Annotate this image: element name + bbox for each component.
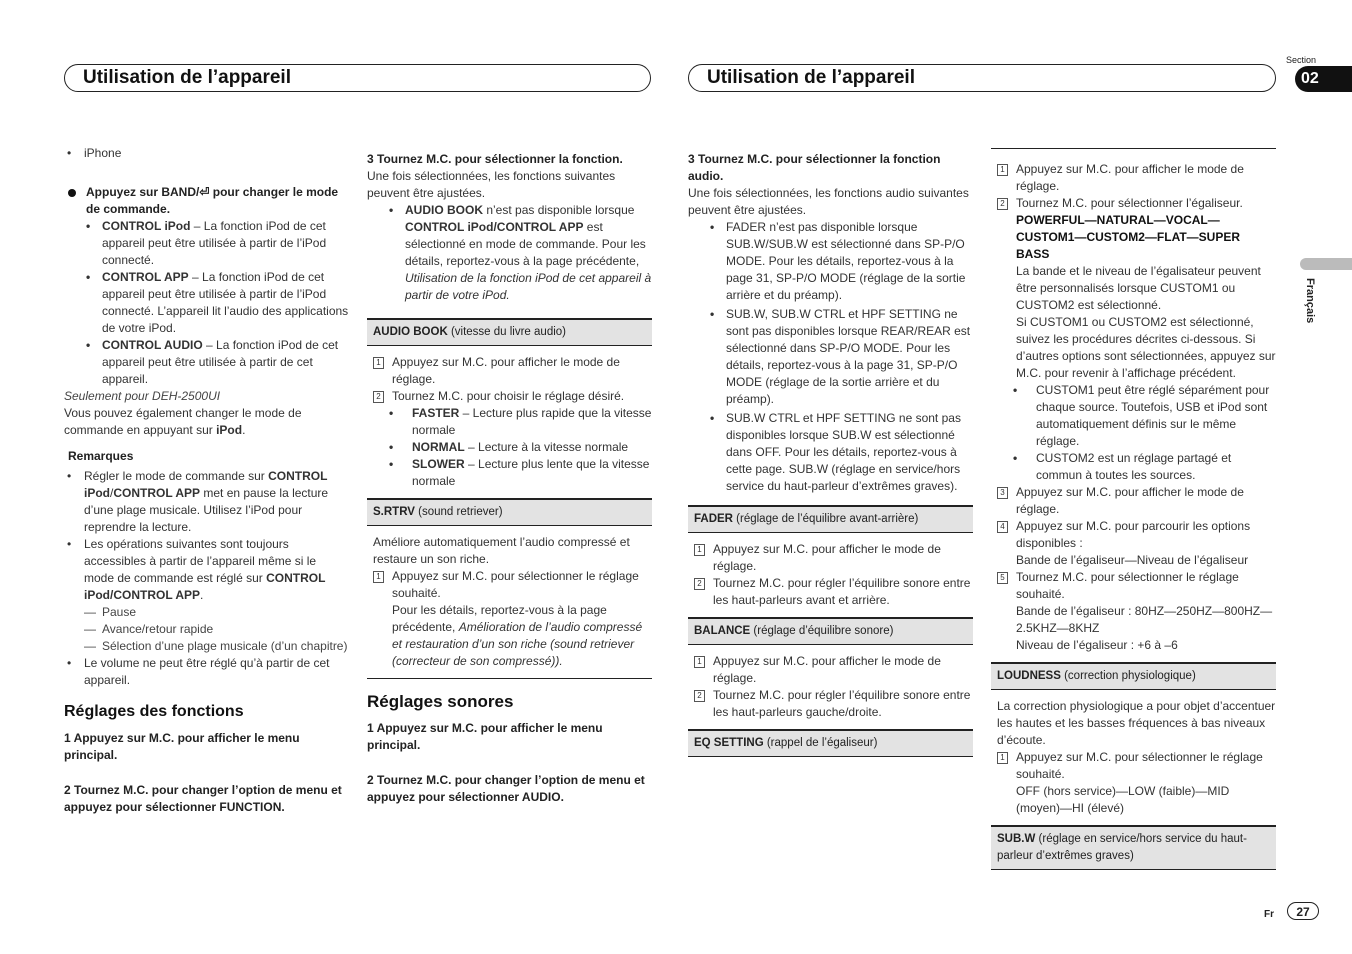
list-item: • SUB.W CTRL et HPF SETTING ne sont pas disponibles lorsque SUB.W est sélectionné dans OFF. Pour les détails, reportez-vous à cette page. SUB.W (réglage en service/hors service du haut-parleur d’extrêmes graves). — [688, 410, 973, 495]
step: 2 Tournez M.C. pour changer l’option de menu et appuyez pour sélectionner FUNCTION. — [64, 783, 342, 814]
list-item: • FASTER – Lecture plus rapide que la vitesse normale — [367, 405, 652, 439]
list-item: • SLOWER – Lecture plus lente que la vitesse normale — [367, 456, 652, 490]
list-item: • Le volume ne peut être réglé qu’à partir de cet appareil. — [64, 655, 349, 689]
paragraph: Bande de l’égaliseur—Niveau de l’égaliseur — [1016, 553, 1249, 567]
paragraph: OFF (hors service)—LOW (faible)—MID (moyen)—HI (élevé) — [1016, 784, 1230, 815]
table-header: EQ SETTING (rappel de l’égaliseur) — [688, 729, 973, 757]
table-header: AUDIO BOOK (vitesse du livre audio) — [367, 318, 652, 346]
table-header: BALANCE (réglage d’équilibre sonore) — [688, 617, 973, 645]
step: 1 Appuyez sur M.C. pour afficher le menu principal. — [64, 731, 300, 762]
numbered-step: 1 Appuyez sur M.C. pour afficher le mode de réglage. — [688, 541, 973, 575]
right-page-title: Utilisation de l’appareil — [707, 67, 915, 88]
left-page-header — [64, 64, 651, 92]
numbered-step: 2 Tournez M.C. pour sélectionner l’égaliseur. — [991, 195, 1276, 212]
numbered-step: 3 Appuyez sur M.C. pour afficher le mode de réglage. — [991, 484, 1276, 518]
column-3 — [688, 145, 973, 765]
numbered-step: 1 Appuyez sur M.C. pour afficher le mode de réglage. — [688, 653, 973, 687]
paragraph: Une fois sélectionnées, les fonctions audio suivantes peuvent être ajustées. — [688, 186, 969, 217]
list-item: • CONTROL APP – La fonction iPod de cet appareil peut être utilisée à partir de l’iPod connecté. L’appareil lit l’audio des applications de votre iPod. — [64, 269, 349, 337]
numbered-step: 2 Tournez M.C. pour régler l’équilibre sonore entre les haut-parleurs avant et arrière. — [688, 575, 973, 609]
left-page-title: Utilisation de l’appareil — [83, 67, 291, 88]
list-item: — Avance/retour rapide — [64, 621, 349, 638]
numbered-step: 1 Appuyez sur M.C. pour sélectionner le réglage souhaité. — [367, 568, 652, 602]
list-item: • iPhone — [64, 145, 349, 162]
section-heading: Réglages des fonctions — [64, 703, 244, 720]
paragraph: Vous pouvez également changer le mode de commande en appuyant sur iPod. — [64, 406, 302, 437]
list-item: • NORMAL – Lecture à la vitesse normale — [367, 439, 652, 456]
numbered-step: 1 Appuyez sur M.C. pour afficher le mode de réglage. — [991, 161, 1276, 195]
model-note: Seulement pour DEH-2500UI — [64, 389, 221, 403]
paragraph: Si CUSTOM1 ou CUSTOM2 est sélectionné, suivez les procédures décrites ci-dessous. Si d’autres options sont sélectionnées, appuyez sur M.C. pour revenir à l’affichage précédent. — [1016, 315, 1276, 380]
paragraph: Pour les détails, reportez-vous à la page précédente, Amélioration de l’audio compressé et restauration d’un son riche (sound retriever (correcteur de son compressé)). — [392, 603, 643, 668]
step: 1 Appuyez sur M.C. pour afficher le menu principal. — [367, 721, 603, 752]
list-item: • AUDIO BOOK n’est pas disponible lorsque CONTROL iPod/CONTROL APP est sélectionné en mode de commande. Pour les détails, reportez-vous à la page précédente, Utilisation de la fonction iPod de cet appareil à partir de votre iPod. — [367, 202, 652, 304]
numbered-step: 2 Tournez M.C. pour régler l’équilibre sonore entre les haut-parleurs gauche/droite. — [688, 687, 973, 721]
step: 2 Tournez M.C. pour changer l’option de menu et appuyez pour sélectionner AUDIO. — [367, 773, 645, 804]
page-lang: Fr — [1264, 909, 1274, 920]
eq-list: POWERFUL—NATURAL—VOCAL—CUSTOM1—CUSTOM2—FLAT—SUPER BASS — [1016, 213, 1241, 261]
section-number: 02 — [1295, 66, 1352, 92]
list-item: • CONTROL iPod – La fonction iPod de cet appareil peut être utilisée à partir de l’iPod connecté. — [64, 218, 349, 269]
list-item: — Sélection d’une plage musicale (d’un chapitre) — [64, 638, 349, 655]
numbered-step: 4 Appuyez sur M.C. pour parcourir les options disponibles : — [991, 518, 1276, 552]
list-item: • Régler le mode de commande sur CONTROL iPod/CONTROL APP met en pause la lecture d’une plage musicale. Utilisez l’iPod pour reprendre la lecture. — [64, 468, 349, 536]
section-heading: Réglages sonores — [367, 692, 514, 711]
paragraph: Améliore automatiquement l’audio compressé et restaure un son riche. — [373, 535, 630, 566]
list-item: • CUSTOM2 est un réglage partagé et commun à toutes les sources. — [991, 450, 1276, 484]
numbered-step: 5 Tournez M.C. pour sélectionner le réglage souhaité. — [991, 569, 1276, 603]
step: 3 Tournez M.C. pour sélectionner la fonction audio. — [688, 152, 941, 183]
table-header: SUB.W (réglage en service/hors service du haut-parleur d’extrêmes graves) — [991, 825, 1276, 870]
numbered-step: 1 Appuyez sur M.C. pour afficher le mode de réglage. — [367, 354, 652, 388]
column-4 — [991, 148, 1276, 878]
right-page-header — [688, 64, 1276, 92]
step: 3 Tournez M.C. pour sélectionner la fonction. — [367, 152, 623, 166]
column-2 — [367, 145, 652, 806]
list-item: — Pause — [64, 604, 349, 621]
list-item: • CONTROL AUDIO – La fonction iPod de cet appareil peut être utilisée à partir de cet appareil. — [64, 337, 349, 388]
language-tab — [1300, 258, 1352, 270]
list-item: • FADER n’est pas disponible lorsque SUB.W/SUB.W est sélectionné dans SP-P/O MODE. Pour les détails, reportez-vous à la page 31, SP-P/O MODE (réglage de la sortie arrière et du préamp). — [688, 219, 973, 304]
table-header: FADER (réglage de l’équilibre avant-arrière) — [688, 505, 973, 533]
paragraph: La bande et le niveau de l’égalisateur peuvent être personnalisés lorsque CUSTOM1 ou CUSTOM2 est sélectionné. — [1016, 264, 1261, 312]
list-item: • SUB.W, SUB.W CTRL et HPF SETTING ne sont pas disponibles lorsque REAR/REAR est sélectionné dans SP-P/O MODE. Pour les détails, reportez-vous à la page 31, SP-P/O MODE (réglage de la sortie arrière et du préamp). — [688, 306, 973, 408]
numbered-step: 1 Appuyez sur M.C. pour sélectionner le réglage souhaité. — [991, 749, 1276, 783]
column-1 — [64, 145, 349, 816]
paragraph: Niveau de l’égaliseur : +6 à –6 — [1016, 638, 1178, 652]
paragraph: Bande de l’égaliseur : 80HZ—250HZ—800HZ—2.5KHZ—8KHZ — [1016, 604, 1273, 635]
paragraph: Une fois sélectionnées, les fonctions suivantes peuvent être ajustées. — [367, 169, 616, 200]
language-label: Français — [1304, 278, 1316, 324]
table-header: LOUDNESS (correction physiologique) — [991, 662, 1276, 690]
remarks-title: Remarques — [68, 449, 134, 463]
table-header: S.RTRV (sound retriever) — [367, 498, 652, 526]
language-label-box — [1300, 278, 1320, 338]
section-label: Section — [1286, 55, 1317, 65]
list-item: • Les opérations suivantes sont toujours accessibles à partir de l’appareil même si le mode de commande est réglé sur CONTROL iPod/CONTROL APP. — [64, 536, 349, 604]
list-item: • CUSTOM1 peut être réglé séparément pour chaque source. Toutefois, USB et iPod sont automatiquement définis sur le même réglage. — [991, 382, 1276, 450]
band-step: Appuyez sur BAND/⏎ pour changer le mode de commande. — [64, 184, 349, 218]
numbered-step: 2 Tournez M.C. pour choisir le réglage désiré. — [367, 388, 652, 405]
paragraph: La correction physiologique a pour objet d’accentuer les hautes et les basses fréquences à bas niveaux d’écoute. — [997, 699, 1276, 747]
page-number: 27 — [1287, 902, 1319, 920]
